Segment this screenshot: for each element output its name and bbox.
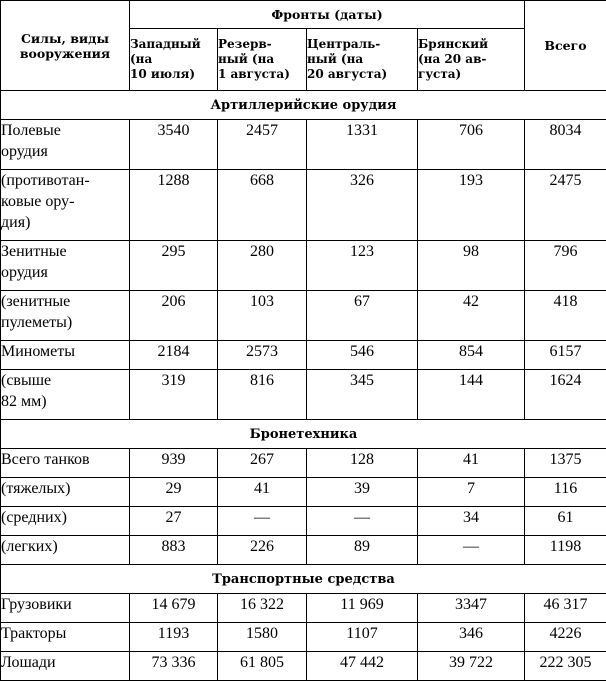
row-label-line: Тракторы — [1, 623, 129, 644]
header-row-top — [1, 1, 606, 29]
table-cell: 3347 — [418, 594, 525, 623]
table-row — [1, 170, 606, 241]
table-cell: 29 — [130, 478, 218, 507]
row-label — [1, 341, 130, 370]
row-label-line: орудия — [1, 262, 129, 283]
header-line: (на — [130, 52, 217, 67]
table-cell: 7 — [418, 478, 525, 507]
table-cell: 226 — [218, 536, 307, 565]
table-cell: 796 — [525, 241, 606, 291]
column-header-forces-line: Силы, виды — [1, 31, 129, 46]
table-row — [1, 370, 606, 420]
table-cell: — — [418, 536, 525, 565]
table-row — [1, 623, 606, 652]
table-cell: 345 — [307, 370, 418, 420]
table-cell: 39 — [307, 478, 418, 507]
table-cell: 4226 — [525, 623, 606, 652]
table-cell: 1288 — [130, 170, 218, 241]
row-label — [1, 170, 130, 241]
row-label-line: (тяжелых) — [1, 478, 129, 499]
row-label-line: орудия — [1, 141, 129, 162]
row-label — [1, 241, 130, 291]
table-row — [1, 291, 606, 341]
row-label-line: 82 мм) — [1, 391, 129, 412]
table-cell: 883 — [130, 536, 218, 565]
table-cell: 16 322 — [218, 594, 307, 623]
column-header-total: Всего — [525, 1, 606, 91]
table-row — [1, 478, 606, 507]
table-cell: 668 — [218, 170, 307, 241]
table-cell: 2573 — [218, 341, 307, 370]
row-label-line: Лошади — [1, 652, 129, 673]
column-header-fronts: Фронты (даты) — [130, 1, 525, 29]
table-cell: 816 — [218, 370, 307, 420]
table-cell: 98 — [418, 241, 525, 291]
table-body — [1, 1, 606, 681]
row-label-line: Минометы — [1, 341, 129, 362]
table-cell: 346 — [418, 623, 525, 652]
header-line: Западный — [130, 37, 217, 52]
row-label-line: дия) — [1, 212, 129, 233]
table-cell: 418 — [525, 291, 606, 341]
table-cell: 128 — [307, 449, 418, 478]
table-cell: 123 — [307, 241, 418, 291]
row-label — [1, 623, 130, 652]
section-title: Транспортные средства — [1, 565, 606, 594]
row-label-line: Всего танков — [1, 449, 129, 470]
header-line: ный (на — [307, 52, 417, 67]
table-cell: 144 — [418, 370, 525, 420]
table-cell: 73 336 — [130, 652, 218, 681]
row-label — [1, 652, 130, 681]
row-label-line: Полевые — [1, 120, 129, 141]
table-cell: 89 — [307, 536, 418, 565]
table-cell: 67 — [307, 291, 418, 341]
table-cell: 41 — [418, 449, 525, 478]
table-cell: 8034 — [525, 120, 606, 170]
header-line: Резерв- — [218, 37, 306, 52]
table-cell: 1331 — [307, 120, 418, 170]
table-cell: 39 722 — [418, 652, 525, 681]
table-cell: 546 — [307, 341, 418, 370]
table-cell: 1375 — [525, 449, 606, 478]
table-cell: 6157 — [525, 341, 606, 370]
header-line: Централь- — [307, 37, 417, 52]
table-cell: 706 — [418, 120, 525, 170]
table-cell: 280 — [218, 241, 307, 291]
table-cell: 206 — [130, 291, 218, 341]
table-cell: 34 — [418, 507, 525, 536]
table-cell: 2184 — [130, 341, 218, 370]
table-cell: 41 — [218, 478, 307, 507]
table-row — [1, 652, 606, 681]
section-row — [1, 565, 606, 594]
row-label — [1, 478, 130, 507]
table-cell: 326 — [307, 170, 418, 241]
section-row — [1, 91, 606, 120]
table-row — [1, 449, 606, 478]
table-row — [1, 241, 606, 291]
header-line: Брянский — [418, 37, 524, 52]
table-cell: — — [307, 507, 418, 536]
table-cell: 1193 — [130, 623, 218, 652]
column-header-forces-line: вооружения — [1, 46, 129, 61]
table-cell: 1624 — [525, 370, 606, 420]
row-label — [1, 594, 130, 623]
column-header-reserve-front — [218, 29, 307, 91]
column-header-bryansk-front — [418, 29, 525, 91]
table-cell: 103 — [218, 291, 307, 341]
header-line: 10 июля) — [130, 67, 217, 82]
row-label-line: (средних) — [1, 507, 129, 528]
row-label-line: Зенитные — [1, 241, 129, 262]
table-cell: 2457 — [218, 120, 307, 170]
table-cell: 1198 — [525, 536, 606, 565]
row-label-line: (противотан- — [1, 170, 129, 191]
table-row — [1, 341, 606, 370]
table-cell: 854 — [418, 341, 525, 370]
row-label — [1, 449, 130, 478]
row-label-line: ковые ору- — [1, 191, 129, 212]
table-cell: 11 969 — [307, 594, 418, 623]
table-cell: 267 — [218, 449, 307, 478]
row-label — [1, 291, 130, 341]
section-row — [1, 420, 606, 449]
table-cell: 2475 — [525, 170, 606, 241]
row-label — [1, 370, 130, 420]
table-cell: 3540 — [130, 120, 218, 170]
table-cell: 295 — [130, 241, 218, 291]
row-label-line: Грузовики — [1, 594, 129, 615]
row-label-line: пулеметы) — [1, 312, 129, 333]
row-label — [1, 536, 130, 565]
table-cell: 61 — [525, 507, 606, 536]
table-cell: 222 305 — [525, 652, 606, 681]
header-line: 1 августа) — [218, 67, 306, 82]
table-cell: 61 805 — [218, 652, 307, 681]
column-header-forces — [1, 1, 130, 91]
table-cell: 47 442 — [307, 652, 418, 681]
row-label — [1, 507, 130, 536]
row-label-line: (зенитные — [1, 291, 129, 312]
row-label-line: (свыше — [1, 370, 129, 391]
table-row — [1, 120, 606, 170]
column-header-central-front — [307, 29, 418, 91]
header-line: 20 августа) — [307, 67, 417, 82]
header-line: густа) — [418, 67, 524, 82]
table-row — [1, 507, 606, 536]
table-cell: 116 — [525, 478, 606, 507]
row-label — [1, 120, 130, 170]
table-cell: 46 317 — [525, 594, 606, 623]
table-cell: 42 — [418, 291, 525, 341]
section-title: Артиллерийские орудия — [1, 91, 606, 120]
table-cell: 1107 — [307, 623, 418, 652]
table-cell: 27 — [130, 507, 218, 536]
table-row — [1, 536, 606, 565]
header-line: ный (на — [218, 52, 306, 67]
column-header-western-front — [130, 29, 218, 91]
header-line: (на 20 ав- — [418, 52, 524, 67]
table-cell: — — [218, 507, 307, 536]
row-label-line: (легких) — [1, 536, 129, 557]
table-row — [1, 594, 606, 623]
table-cell: 319 — [130, 370, 218, 420]
table-cell: 1580 — [218, 623, 307, 652]
table-cell: 14 679 — [130, 594, 218, 623]
table-cell: 939 — [130, 449, 218, 478]
section-title: Бронетехника — [1, 420, 606, 449]
table-cell: 193 — [418, 170, 525, 241]
